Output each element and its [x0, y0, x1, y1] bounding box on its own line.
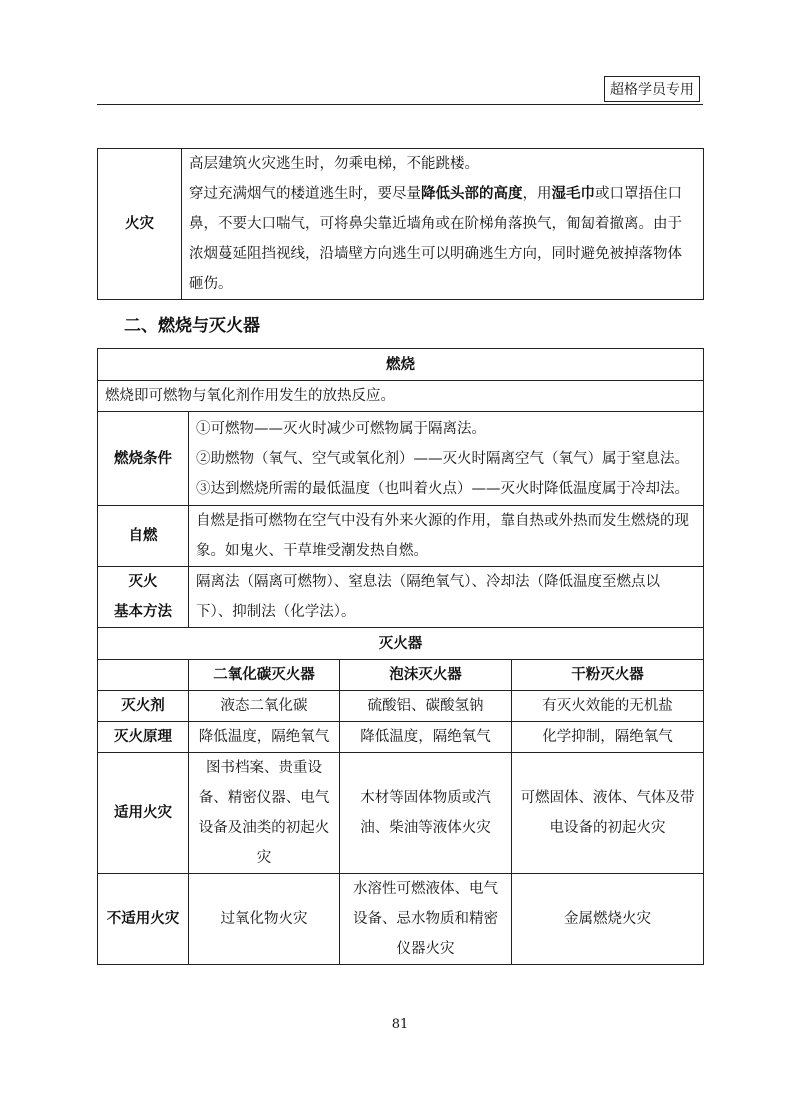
fire-p2-e: 或口罩捂住口鼻，不要大口喘气，可将鼻尖靠近墙角或在阶梯角落换气，匍匐着撤离。由于浓烟蔓延阻挡视线，沿墙壁方向逃生可以明确逃生方向，同时避免被掉落物体砸伤。	[189, 186, 682, 292]
conditions-label: 燃烧条件	[98, 412, 189, 506]
row-label-agent: 灭火剂	[98, 691, 189, 722]
student-only-badge: 超格学员专用	[604, 76, 700, 102]
row-label-principle: 灭火原理	[98, 722, 189, 753]
fire-escape-text	[182, 149, 704, 300]
methods-label-line-2: 基本方法	[114, 603, 172, 620]
table-cell: 有灭火效能的无机盐	[512, 691, 704, 722]
fire-p2-a: 穿过充满烟气的楼道逃生时，要尽量	[189, 186, 421, 202]
methods-label	[98, 567, 189, 628]
fire-escape-table	[97, 148, 704, 300]
column-header-powder: 干粉灭火器	[512, 660, 704, 691]
column-header-foam: 泡沫灭火器	[340, 660, 512, 691]
table-cell: 木材等固体物质或汽油、柴油等液体火灾	[340, 753, 512, 874]
section-title: 二、燃烧与灭火器	[124, 316, 260, 336]
fire-paragraph-2	[189, 179, 696, 299]
fire-line-1: 高层建筑火灾逃生时，勿乘电梯，不能跳楼。	[189, 156, 479, 172]
condition-item: ①可燃物——灭火时减少可燃物属于隔离法。	[196, 420, 486, 437]
self-ignition-label: 自燃	[98, 506, 189, 567]
fire-p2-c: ，用	[522, 186, 552, 202]
condition-item: ②助燃物（氧气、空气或氧化剂）——灭火时隔离空气（氧气）属于窒息法。	[196, 450, 689, 467]
header-divider	[97, 104, 703, 105]
combustion-definition: 燃烧即可燃物与氧化剂作用发生的放热反应。	[98, 381, 704, 412]
table-cell: 过氧化物火灾	[189, 874, 340, 965]
fire-p2-emphasis-towel: 湿毛巾	[551, 185, 595, 202]
methods-text: 隔离法（隔离可燃物）、窒息法（隔绝氧气）、冷却法（降低温度至燃点以下）、抑制法（化学法）。	[189, 567, 704, 628]
table-cell: 可燃固体、液体、气体及带电设备的初起火灾	[512, 753, 704, 874]
header-empty-cell	[98, 660, 189, 691]
table-cell: 金属燃烧火灾	[512, 874, 704, 965]
extinguisher-title: 灭火器	[98, 628, 704, 660]
table-cell: 液态二氧化碳	[189, 691, 340, 722]
fire-p2-emphasis-head: 降低头部的高度	[421, 185, 523, 202]
row-label-not-applicable: 不适用火灾	[98, 874, 189, 965]
table-cell: 降低温度，隔绝氧气	[340, 722, 512, 753]
self-ignition-text: 自燃是指可燃物在空气中没有外来火源的作用，靠自热或外热而发生燃烧的现象。如鬼火、干草堆受潮发热自燃。	[189, 506, 704, 567]
methods-label-line-1: 灭火	[128, 573, 158, 590]
combustion-title: 燃烧	[98, 349, 704, 381]
fire-label: 火灾	[98, 149, 182, 300]
table-cell: 化学抑制，隔绝氧气	[512, 722, 704, 753]
conditions-list	[189, 412, 704, 506]
table-cell: 硫酸铝、碳酸氢钠	[340, 691, 512, 722]
column-header-co2: 二氧化碳灭火器	[189, 660, 340, 691]
page-number: 81	[391, 1017, 409, 1032]
table-cell: 降低温度，隔绝氧气	[189, 722, 340, 753]
combustion-table	[97, 348, 704, 965]
condition-item: ③达到燃烧所需的最低温度（也叫着火点）——灭火时降低温度属于冷却法。	[196, 480, 689, 497]
table-cell: 图书档案、贵重设备、精密仪器、电气设备及油类的初起火灾	[189, 753, 340, 874]
table-cell: 水溶性可燃液体、电气设备、忌水物质和精密仪器火灾	[340, 874, 512, 965]
row-label-applicable: 适用火灾	[98, 753, 189, 874]
